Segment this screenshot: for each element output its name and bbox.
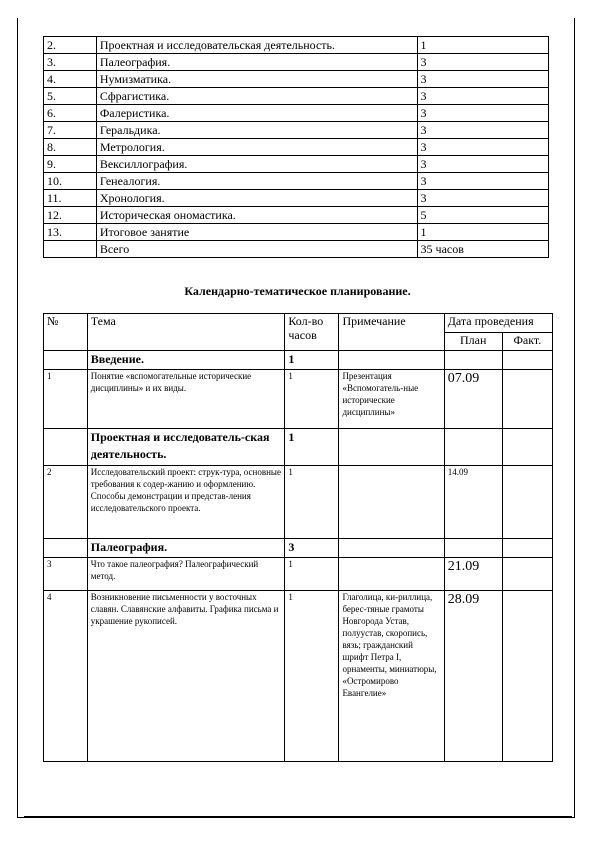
row-topic: Геральдика. (96, 122, 417, 139)
row-fact (502, 558, 552, 591)
row-hours: 1 (285, 558, 339, 591)
table-row (44, 241, 549, 258)
row-hours: 3 (417, 88, 548, 105)
row-note (339, 558, 444, 591)
row-hours: 1 (285, 591, 339, 762)
lesson-row (44, 558, 553, 591)
row-topic: Понятие «вспомогательные исторические дисциплины» и их виды. (87, 370, 285, 429)
row-note (339, 351, 444, 370)
header-num: № (44, 314, 88, 351)
row-hours: 3 (285, 539, 339, 558)
row-hours: 1 (417, 37, 548, 54)
header-date: Дата проведения (444, 314, 552, 333)
section-row (44, 351, 553, 370)
row-topic: Итоговое занятие (96, 224, 417, 241)
row-note: Презентация «Вспомогатель-ные исторические дисциплины» (339, 370, 444, 429)
lesson-row (44, 466, 553, 539)
row-plan (444, 351, 502, 370)
table-row (44, 37, 549, 54)
row-hours: 5 (417, 207, 548, 224)
table-row (44, 71, 549, 88)
row-num (44, 539, 88, 558)
section-title-cell: Проектная и исследователь-ская деятельность. (87, 429, 285, 466)
row-hours: 3 (417, 122, 548, 139)
row-plan: 21.09 (444, 558, 502, 591)
course-hours-table (43, 36, 549, 258)
header-topic: Тема (87, 314, 285, 351)
row-num: 11. (44, 190, 97, 207)
row-topic: Историческая ономастика. (96, 207, 417, 224)
row-plan: 07.09 (444, 370, 502, 429)
row-topic: Метрология. (96, 139, 417, 156)
row-fact (502, 370, 552, 429)
row-num: 10. (44, 173, 97, 190)
row-hours: 1 (285, 370, 339, 429)
row-num: 4. (44, 71, 97, 88)
row-num: 3 (44, 558, 88, 591)
row-num: 13. (44, 224, 97, 241)
row-hours: 3 (417, 139, 548, 156)
row-hours: 3 (417, 105, 548, 122)
row-fact (502, 351, 552, 370)
row-topic: Генеалогия. (96, 173, 417, 190)
row-num: 2. (44, 37, 97, 54)
row-plan (444, 429, 502, 466)
header-plan: План (444, 332, 502, 351)
row-hours: 1 (417, 224, 548, 241)
lesson-row (44, 370, 553, 429)
table-row (44, 156, 549, 173)
table-row (44, 88, 549, 105)
table-row (44, 105, 549, 122)
row-topic: Всего (96, 241, 417, 258)
row-fact (502, 466, 552, 539)
header-fact: Факт. (502, 332, 552, 351)
table-row (44, 54, 549, 71)
row-hours: 3 (417, 173, 548, 190)
page-bottom-line (24, 816, 572, 817)
row-hours: 3 (417, 156, 548, 173)
row-num (44, 351, 88, 370)
table-header-row (44, 314, 553, 333)
row-num: 4 (44, 591, 88, 762)
row-plan: 28.09 (444, 591, 502, 762)
row-note (339, 429, 444, 466)
row-hours: 1 (285, 429, 339, 466)
row-num: 1 (44, 370, 88, 429)
row-hours: 35 часов (417, 241, 548, 258)
header-note: Примечание (339, 314, 444, 351)
row-topic: Проектная и исследовательская деятельность. (96, 37, 417, 54)
row-topic: Сфрагистика. (96, 88, 417, 105)
row-num: 6. (44, 105, 97, 122)
row-note (339, 466, 444, 539)
row-topic: Возникновение письменности у восточных славян. Славянские алфавиты. Графика письма и украшение рукописей. (87, 591, 285, 762)
row-topic: Хронология. (96, 190, 417, 207)
section-title: Календарно-тематическое планирование. (184, 284, 411, 298)
row-num: 7. (44, 122, 97, 139)
row-note (339, 539, 444, 558)
row-hours: 3 (417, 54, 548, 71)
row-topic: Фалеристика. (96, 105, 417, 122)
row-num: 5. (44, 88, 97, 105)
table-row (44, 224, 549, 241)
section-title-cell: Палеография. (87, 539, 285, 558)
row-hours: 3 (417, 190, 548, 207)
row-plan: 14.09 (444, 466, 502, 539)
table-row (44, 122, 549, 139)
row-topic: Что такое палеография? Палеографический метод. (87, 558, 285, 591)
row-num: 8. (44, 139, 97, 156)
header-hours: Кол-во часов (285, 314, 339, 351)
row-fact (502, 429, 552, 466)
row-num (44, 241, 97, 258)
table-row (44, 139, 549, 156)
row-topic: Исследовательский проект: струк-тура, основные требования к содер-жанию и оформлению. Способы демонстрации и представ-ления исследовательского проекта. (87, 466, 285, 539)
row-num (44, 429, 88, 466)
row-topic: Палеография. (96, 54, 417, 71)
row-plan (444, 539, 502, 558)
row-note: Глаголица, ки-риллица, берес-тяные грамоты Новгорода Устав, полуустав, скоропись, вязь; гражданский шрифт Петра I, орнаменты, миниатюры, «Остромирово Евангелие» (339, 591, 444, 762)
calendar-plan-table (43, 313, 553, 762)
row-fact (502, 591, 552, 762)
table-row (44, 173, 549, 190)
row-num: 3. (44, 54, 97, 71)
section-row (44, 539, 553, 558)
row-topic: Нумизматика. (96, 71, 417, 88)
section-row (44, 429, 553, 466)
row-num: 2 (44, 466, 88, 539)
lesson-row (44, 591, 553, 762)
row-num: 12. (44, 207, 97, 224)
row-fact (502, 539, 552, 558)
row-hours: 1 (285, 466, 339, 539)
row-topic: Вексиллография. (96, 156, 417, 173)
table-row (44, 190, 549, 207)
row-num: 9. (44, 156, 97, 173)
row-hours: 3 (417, 71, 548, 88)
row-hours: 1 (285, 351, 339, 370)
section-title-cell: Введение. (87, 351, 285, 370)
table-row (44, 207, 549, 224)
